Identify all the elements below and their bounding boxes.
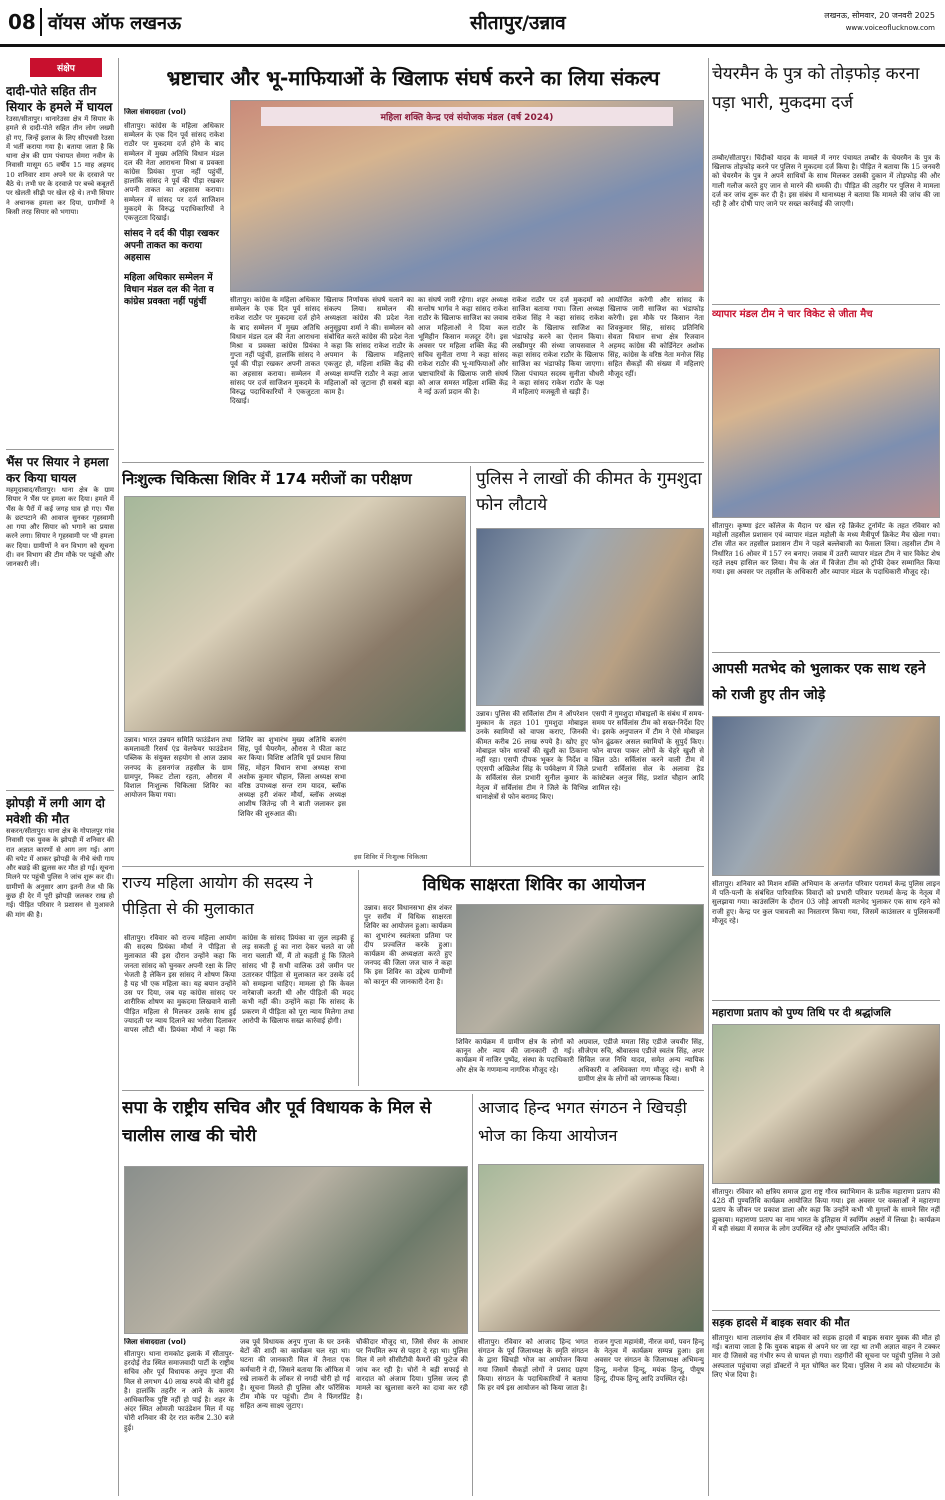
phones-col1: उन्नाव। पुलिस की सर्विलांस टीम ने ऑपरेशन मुस्कान के तहत 101 गुमशुदा मोबाइल उनके स्वामियों को वापस कराए, जिनकी कीमत करीब 26 लाख रुपये है। खोए हुए मोबाइल फोन धारकों की खुशी का ठिकाना नहीं रहा। एसपी दीपक भूकर के निर्देश व एएसपी अखिलेश सिंह के पर्यवेक्षण में जिले के सर्विलांस सेल प्रभारी सुनील कुमार के नेतृत्व में सर्विलांस टीम ने जिले के विभिन्न थानाक्षेत्रों से फोन बरामद किए।: [476, 710, 588, 801]
chairman-body: तम्बौर/सीतापुर। चिंदीको यादव के मामले में नगर पंचायत तम्बौर के चेयरमैन के पुत्र के खिलाफ तोड़फोड़ करने पर पुलिस ने मुकदमा दर्ज किया है। पीड़ित ने बताया कि 15 जनवरी को चेयरमैन के पुत्र ने अपने साथियों के साथ मिलकर उसकी दुकान में तोड़फोड़ की और गाली गलौज करते हुए जान से मारने की धमकी दी। पीड़ित की तहरीर पर पुलिस ने मामला दर्ज कर जांच शुरू कर दी है। इस संबंध में थानाध्यक्ष ने बताया कि मामले की जांच की जा रही है और दोषी पाए जाने पर सख्त कार्रवाई की जाएगी।: [712, 154, 940, 209]
main-col6: आयोजित करेगी और सांसद के खिलाफ जारी साजिश का भंडाफोड़ करेगी। इस मौके पर किसान नेता शिवकुमार सिंह, सांसद प्रतिनिधि सेवता विधान सभा क्षेत्र रिजवान अहमद कांग्रेस की कोर्डिनेटर अशोक सिंह, कांग्रेस के वरिष्ठ नेता मनोज सिंह सहित सैकड़ों की संख्या में महिलाएं मौजूद रहीं।: [608, 296, 704, 378]
main-byline: जिला संवाददाता (vol): [124, 108, 187, 116]
cricket-headline: व्यापार मंडल टीम ने चार विकेट से जीता मैच: [712, 309, 873, 320]
theft-headline: सपा के राष्ट्रीय सचिव और पूर्व विधायक के मिल से चालीस लाख की चोरी: [122, 1098, 432, 1146]
women-headline: राज्य महिला आयोग की सदस्य ने पीड़िता से की मुलाकात: [122, 873, 313, 918]
accident-body: सीतापुर। थाना तालगांव क्षेत्र में रविवार को सड़क हादसे में बाइक सवार युवक की मौत हो गई। बताया जाता है कि युवक बाइक से अपने घर जा रहा था तभी अज्ञात वाहन ने टक्कर मार दी जिससे वह गंभीर रूप से घायल हो गया। राहगीरों की सूचना पर पहुंची पुलिस ने उसे अस्पताल पहुंचाया जहां डॉक्टरों ने मृत घोषित कर दिया। पुलिस ने शव को पोस्टमार्टम के लिए भेज दिया है।: [712, 1334, 940, 1379]
main-col3: खिलाफ निर्णायक संघर्ष चलाने का संकल्प लिया। सम्मेलन की अध्यक्षता कांग्रेस की प्रदेश नेता अनुसूइया शर्मा ने की। सम्मेलन को संबोधित करते कांग्रेस की प्रदेश नेता ने कहा कि सांसद राकेश राठौर के अपमान के खिलाफ महिलाएं एकजुट हो, महिला शक्ति केंद्र की अध्यक्ष सम्पत्ति राठौर ने कहा आज महिलाओं को जुटाना ही सबसे बड़ा काम है।: [324, 296, 414, 397]
sidebar-body: सकरन/सीतापुर। थाना क्षेत्र के गोपालपुर गांव निवासी एक युवक के झोपड़ी में शनिवार की रात अज्ञात कारणों से आग लग गई। आग की चपेट में आकर झोपड़ी के नीचे बंधी गाय और बछड़े की झुलस कर मौत हो गई। सूचना मिलने पर पहुंची पुलिस ने जांच शुरू कर दी। ग्रामीणों के अनुसार आग इतनी तेज थी कि कुछ ही देर में पूरी झोपड़ी जलकर राख हो गई। पीड़ित परिवार ने प्रशासन से मुआवजे की मांग की है।: [6, 827, 114, 919]
women-body: सीतापुर। रविवार को राज्य महिला आयोग की सदस्य प्रियंका मौर्या ने पीड़िता से मुलाकात की इस दौरान उन्होंने कहा कि जनता सांसद को चुनकर अपनी रक्षा के लिए भेजती है लेकिन इस सांसद ने शोषण किया है यह भी एक महिला का। यह बयान उन्होंने उस पर दिया, जब यह कांग्रेस सांसद पर शारीरिक शोषण का मुकदमा लिखवाने वाली पीड़ित महिला से मिलकर उसके साथ हुई ज्यादती पर न्याय दिलाने का भरोसा दिलाकर वापस लौटी थीं। प्रियंका मौर्या ने कहा कि कांग्रेस के सांसद प्रियंका वा ज़ुल लड़की हूं लड़ सकती हूं का नारा देकर चलते वा जो नारा चलाती थीं, मैं तो कहती हूं कि जितने सांसद भी हैं सभी वालिक उसे जमीन पर उतारकर पीड़िता से मुलाकात कर उसके दर्द को समझना चाहिए। मामला हो कि केवल नारेबाजी करती थी और पीड़ितों की मदद कभी नहीं की। उन्होंने कहा कि सांसद के प्रकरण में पीड़िता को पूरा न्याय मिलेगा तथा आरोपी के खिलाफ सख्त कार्रवाई होगी।: [124, 934, 354, 1035]
sidebar-headline: दादी-पोते सहित तीन सियार के हमले में घायल: [6, 84, 113, 114]
photo-banner: महिला शक्ति केन्द्र एवं संयोजक मंडल (वर्ष 2024): [261, 107, 673, 126]
cricket-photo: [712, 348, 940, 518]
phones-photo: [476, 528, 704, 706]
maharana-body: सीतापुर। रविवार को क्षत्रिय समाज द्वारा राष्ट्र गौरव स्वाभिमान के प्रतीक महाराणा प्रताप की 428 वीं पुण्यतिथि कार्यक्रम आयोजित किया गया। इस अवसर पर वक्ताओं ने महाराणा प्रताप के जीवन पर प्रकाश डाला और कहा कि उन्होंने कभी भी मुगलों के सामने सिर नहीं झुकाया। महाराणा प्रताप का नाम भारत के इतिहास में स्वर्णिम अक्षरों में लिखा है। कार्यक्रम में बड़ी संख्या में समाज के लोग उपस्थित रहे और पुष्पांजलि अर्पित की।: [712, 1188, 940, 1233]
health-photo: [124, 496, 466, 732]
khichdi-headline: आजाद हिन्द भगत संगठन ने खिचड़ी भोज का किया आयोजन: [478, 1098, 687, 1145]
page-number: 08: [8, 10, 36, 34]
sidebar-headline: झोपड़ी में लगी आग दो मवेशी की मौत: [6, 796, 105, 826]
health-headline: निःशुल्क चिकित्सा शिविर में 174 मरीजों का परीक्षण: [122, 470, 412, 488]
health-caption: इस शिविर में निःशुल्क चिकित्सा: [354, 853, 428, 861]
legal-col1: उन्नाव। सदर विधानसभा क्षेत्र शंकर पुर सराँय में विधिक साक्षरता शिविर का आयोजन हुआ। कार्यक्रम का शुभारंभ स्वतंत्रता प्रतिमा पर दीप प्रज्वलित करके हुआ। कार्यक्रम की अध्यक्षता करते हुए जनपद की जिला जज चारु ने कहा कि इस शिविर का उद्देश्य ग्रामीणों को कानून की जानकारी देना है।: [364, 904, 452, 986]
chairman-headline: चेयरमैन के पुत्र को तोड़फोड़ करना पड़ा भारी, मुकदमा दर्ज: [712, 64, 920, 113]
paper-name: वॉयस ऑफ लखनऊ: [48, 13, 182, 34]
sidebar-label: संक्षेप: [30, 58, 102, 77]
main-col4: का संघर्ष जारी रहेगा। शहर अध्यक्ष सन्तोष भार्गव ने कहा सांसद राकेश राठौर के खिलाफ साजिश का जवाब आज महिलाओं ने दिया कल भूमिहीन किसान मजदूर देंगे। इस अवसर पर महिला शक्ति केंद्र की सचिव सुनीता राणा ने कहा सांसद राकेश राठौर की भू-माफियाओं और भ्रष्टाचारियों के खिलाफ जारी संघर्ष को आज समस्त महिला शक्ति केंद्र ने नई ऊर्जा प्रदान की है।: [418, 296, 508, 397]
phones-headline: पुलिस ने लाखों की कीमत के गुमशुदा फोन लौटाये: [476, 469, 702, 515]
legal-headline: विधिक साक्षरता शिविर का आयोजन: [422, 875, 646, 895]
maharana-headline: महाराणा प्रताप को पुण्य तिथि पर दी श्रद्धांजलि: [712, 1007, 891, 1019]
legal-photo: [456, 904, 704, 1034]
bullet-item: महिला अधिकार सम्मेलन में विधान मंडल दल की नेता व कांग्रेस प्रवक्ता नहीं पहुंचीं: [124, 273, 214, 307]
theft-byline: जिला संवाददाता (vol): [124, 1338, 187, 1346]
theft-col2: जब पूर्व विधायक अनूप गुप्ता के घर उनके बेटों की शादी का कार्यक्रम चल रहा था। घटना की जानकारी मिल में तैनात एक कर्मचारी ने दी, जिसने बताया कि ऑफिस में रखे लाकरों के लॉकर से नगदी चोरी हो गई है। सूचना मिलते ही पुलिस और फॉरेंसिक टीम मौके पर पहुंची। टीम ने फिंगरप्रिंट सहित अन्य साक्ष्य जुटाए।: [240, 1338, 350, 1411]
khichdi-col2: राजन गुप्ता महामंत्री, नीरज वर्मा, पवन हिन्दू के नेतृत्व में कार्यक्रम सम्पन्न हुआ। इस अवसर पर संगठन के जिलाध्यक्ष अभिमन्यु हिन्दू, मनोज हिन्दू, मयंक हिन्दू, पीयूष हिन्दू, दीपक हिन्दू आदि उपस्थित रहे।: [594, 1338, 704, 1383]
couples-photo: [712, 716, 940, 876]
legal-col4: अग्रवाल, एडीजे ममता सिंह एडीजे जयवीर सिंह, सीजेएम रुचि, श्रीवास्तव एडीजे स्वतंत्र सिंह, अपर सिविल जज निधि यादव, समेत अन्य न्यायिक अधिकारी व अधिवक्ता गण मौजूद रहे। सभी ने ग्रामीण क्षेत्र के लोगों को जागरूक किया।: [578, 1038, 704, 1083]
phones-col2: एसपी ने गुमशुदा मोबाइलों के संबंध में समय-समय पर सर्विलांस टीम को सख्त-निर्देश दिए थे। इसके अनुपालन में टीम ने ऐसे मोबाइल फोन ढूंढकर असल स्वामियों के सुपुर्द किए। फोन वापस पाकर लोगों के चेहरे खुशी से खिल उठे। सर्विलांस करने वाली टीम में प्रभारी सर्विलांस सेल के अलावा हेड कांस्टेबल अनुज सिंह, प्रशांत चौहान आदि शामिल रहे।: [592, 710, 704, 792]
main-headline: भ्रष्टाचार और भू-माफियाओं के खिलाफ संघर्ष करने का लिया संकल्प: [166, 66, 660, 90]
dateline: लखनऊ, सोमवार, 20 जनवरी 2025: [824, 11, 935, 20]
legal-col3: शिविर कार्यक्रम में ग्रामीण क्षेत्र के लोगों को कानून और न्याय की जानकारी दी गई। कार्यक्रम में नाजिर पुष्पेंद्र, संस्था के पदाधिकारी और क्षेत्र के गणमान्य नागरिक मौजूद रहे।: [456, 1038, 574, 1074]
bullet-item: सांसद ने दर्द की पीड़ा रखकर अपनी ताकत का कराया अहसास: [124, 229, 219, 263]
section-title: सीतापुर/उन्नाव: [470, 12, 566, 34]
main-photo: [230, 100, 704, 292]
accident-headline: सड़क हादसे में बाइक सवार की मौत: [712, 1317, 850, 1329]
masthead: [0, 0, 945, 50]
maharana-photo: [712, 1024, 940, 1184]
khichdi-photo: [478, 1164, 704, 1332]
sidebar: [6, 58, 114, 1496]
couples-body: सीतापुर। शनिवार को मिशन शक्ति अभियान के अन्तर्गत परिवार परामर्श केन्द्र पुलिस लाइन में पति-पत्नी के संबंधित पारिवारिक विवादों को प्रभारी परिवार परामर्श केन्द्र के नेतृत्व में सुलझाया गया। काउंसलिंग के दौरान 03 जोड़े आपसी मतभेद भुलाकर एक साथ रहने को राजी हुए। केन्द्र पर कुल पत्रावली का निस्तारण किया गया, जिसमें काउंसलर व पुलिसकर्मी मौजूद रहे।: [712, 880, 940, 925]
main-bullets: [124, 228, 224, 343]
theft-col3: चौकीदार मौजूद था, जिसे सेंधर के आधार पर नियमित रूप से पहरा दे रहा था। पुलिस मिल में लगे सीसीटीवी कैमरों की फुटेज की जांच कर रही है। चोरों ने बड़ी सफाई से वारदात को अंजाम दिया। पुलिस जल्द ही मामले का खुलासा करने का दावा कर रही है।: [356, 1338, 468, 1402]
sidebar-body: रेउसा/सीतापुर। थानारेउसा क्षेत्र में सियार के हमले से दादी-पोते सहित तीन लोग जख्मी हो गए, जिन्हें इलाज के लिए सीएचसी रेउसा में भर्ती कराया गया है। बताया जाता है कि थाना क्षेत्र की ग्राम पंचायत सेमरा नवीन के निवासी मासूम 65 वर्षीय 15 माह अहमद 10 शनिवार शाम अपने घर के दरवाजे पर बैठे थे। तभी घर के दरवाजे पर बच्चे कबूतरों पर खेलती सीढ़ी पर खेल रहे थे। तभी सियार ने अचानक हमला कर दिया, ग्रामीणों ने किसी तरह सियार को भगाया।: [6, 115, 114, 216]
health-col2: शिविर का शुभारंभ मुख्य अतिथि बजरंग सिंह, पूर्व चैयरमैन, औरास ने फीता काट कर किया। विशिष्ट अतिथि पूर्व प्रधान सिया सिंह, मोहन विधान सभा अध्यक्ष सभा अशोक कुमार चौहान, जिला अध्यक्ष सभा वरिष्ठ उपाध्यक्ष सन्त राम यादव, ब्लॉक अध्यक्ष हरी शंकर मौर्या, ब्लॉक अध्यक्ष आशीष जितेन्द्र जी ने बाती जलाकर इस शिविर की शुरुआत की।: [238, 736, 346, 818]
website[interactable]: www.voiceoflucknow.com: [845, 24, 935, 32]
khichdi-col1: सीतापुर। रविवार को आजाद हिन्द भगत संगठन के पूर्व जिलाध्यक्ष के स्मृति संगठन के द्वारा खिचड़ी भोज का आयोजन किया गया जिसमें सैकड़ों लोगों ने प्रसाद ग्रहण किया। संगठन के पदाधिकारियों ने बताया कि हर वर्ष इस आयोजन को किया जाता है।: [478, 1338, 588, 1393]
main-col2: सीतापुर। कांग्रेस के महिला अधिकार सम्मेलन के एक दिन पूर्व सांसद राकेश राठौर पर मुकदमा दर्ज होने के बाद सम्मेलन में मुख्य अतिथि विधान मंडल दल की नेता आराधना मिश्रा व प्रवक्ता कांग्रेस प्रियंका गुप्ता नहीं पहुंचीं, हालांकि सांसद ने पूर्व की पीड़ा रखकर अपनी ताकत का अहसास कराया। सम्मेलन में सांसद पर दर्ज साजिशन मुकदमे के विरुद्ध पदाधिकारियों ने एकजुटता दिखाई।: [230, 296, 320, 406]
main-col5: राकेश राठौर पर दर्ज मुकदमों को साजिश बताया गया। जिला अध्यक्ष राकेश सिंह ने कहा सांसद राकेश राठौर के खिलाफ साजिश का भंडाफोड़ करने का ऐलान किया। लखीमपुर की संध्या जायसवाल ने कहा सांसद राकेश राठौर के खिलाफ साजिश का भंडाफोड़ किया जाएगा। जिला पंचायत सदस्य सुनीता चौधरी ने कहा सांसद राकेश राठौर के पक्ष में महिलाएं मजबूती से खड़ी हैं।: [512, 296, 604, 397]
sidebar-body: महमूदाबाद/सीतापुर। थाना क्षेत्र के ग्राम सियार ने भैंस पर हमला कर दिया। हमले में भैंस के पैरों में कई जगह घाव हो गए। भैंस के छटपटाने की आवाज सुनकर गृहस्वामी आ गया और सियार को भगाने का प्रयास करने लगा। सियार ने गृहस्वामी पर भी हमला कर दिया। ग्रामीणों ने वन विभाग को सूचना दी। वन विभाग की टीम मौके पर पहुंची और जानकारी ली।: [6, 486, 114, 569]
couples-headline: आपसी मतभेद को भुलाकर एक साथ रहने को राजी हुए तीन जोड़े: [712, 661, 926, 703]
sidebar-headline: भैंस पर सियार ने हमला कर किया घायल: [6, 455, 109, 485]
cricket-body: सीतापुर। कृष्णा इंटर कॉलेज के मैदान पर खेल रहे क्रिकेट टूर्नामेंट के तहत रविवार को महोली तहसील प्रशासन एवं व्यापार मंडल महोली के मध्य मैत्रीपूर्ण क्रिकेट मैच खेला गया। टॉस जीत कर तहसील प्रशासन टीम ने पहले बल्लेबाजी का फैसला लिया। तहसील टीम ने निर्धारित 16 ओवर में 157 रन बनाए। जवाब में उतरी व्यापार मंडल टीम ने चार विकेट शेष रहते लक्ष्य हासिल कर लिया। मैच के अंत में विजेता टीम को ट्रॉफी देकर सम्मानित किया गया। इस अवसर पर तहसील के अधिकारी और व्यापार मंडल के पदाधिकारी मौजूद रहे।: [712, 522, 940, 577]
theft-photo: [124, 1166, 468, 1334]
theft-col1: सीतापुर। थाना रामकोट इलाके में सीतापुर-हरदोई रोड स्थित समाजवादी पार्टी के राष्ट्रीय सचिव और पूर्व विधायक अनूप गुप्ता की मिल से लगभग 40 लाख रुपये की चोरी हुई है। हालांकि तहरीर न आने के कारण आधिकारिक पुष्टि नहीं हो पाई है। शहर के अंदर स्थित ओमजी फाउंडेशन मिल में यह चोरी शनिवार की देर रात करीब 2.30 बजे हुई।: [124, 1350, 234, 1432]
health-col1: उन्नाव। भारत उन्नयन समिति फाउंडेशन तथा कमलावती रिसर्च एंड वेलफेयर फाउंडेशन पब्लिक के संयुक्त सहयोग से आज उन्नाव जनपद के हसनगंज तहसील के ग्राम ग्रामपुर, निकट टोला रहता, औरास में विशाल निःशुल्क चिकित्सा शिविर का आयोजन किया गया।: [124, 736, 232, 800]
main-col1: सीतापुर। कांग्रेस के महिला अधिकार सम्मेलन के एक दिन पूर्व सांसद राकेश राठौर पर मुकदमा दर्ज होने के बाद सम्मेलन में मुख्य अतिथि विधान मंडल दल की नेता आराधना मिश्रा व प्रवक्ता कांग्रेस प्रियंका गुप्ता नहीं पहुंचीं, हालांकि सांसद ने पूर्व की पीड़ा रखकर अपनी ताकत का अहसास कराया। सम्मेलन में सांसद पर दर्ज साजिशन मुकदमे के विरुद्ध पदाधिकारियों ने एकजुटता दिखाई।: [124, 122, 224, 222]
